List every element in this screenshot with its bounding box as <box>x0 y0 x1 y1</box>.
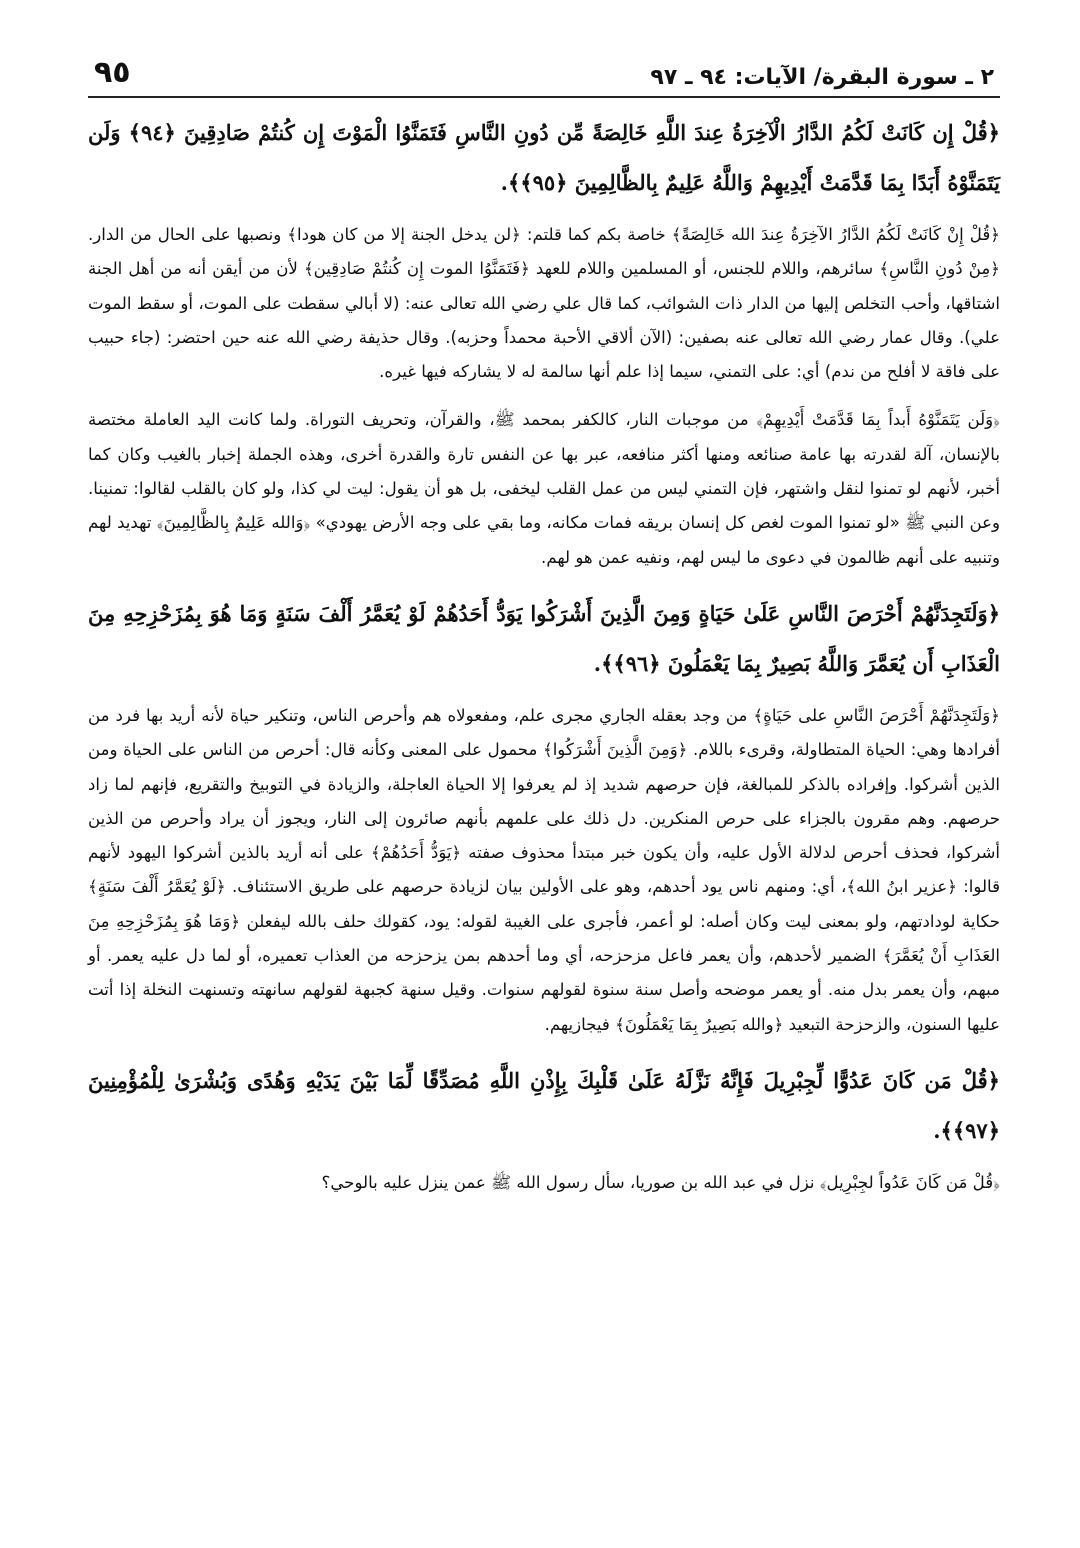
commentary-paragraph: ﴿قُلْ مَن كَانَ عَدُواً لجِبْرِيل﴾ نزل في عبد الله بن صوريا، سأل رسول الله ﷺ عمن ينزل عليه بالوحي؟ <box>321 1172 1000 1192</box>
quran-verse-96: ﴿وَلَتَجِدَنَّهُمْ أَحْرَصَ النَّاسِ عَلَىٰ حَيَاةٍ وَمِنَ الَّذِينَ أَشْرَكُوا يَوَدُّ أَحَدُهُمْ لَوْ يُعَمَّرُ أَلْفَ سَنَةٍ وَمَا هُوَ بِمُزَحْزِحِهِ مِنَ الْعَذَابِ أَن يُعَمَّرَ وَاللَّهُ بَصِيرٌ بِمَا يَعْمَلُونَ ﴿٩٦﴾﴾. <box>88 600 1000 676</box>
book-page <box>88 50 1000 1520</box>
quran-verse-94-95: ﴿قُلْ إِن كَانَتْ لَكُمُ الدَّارُ الْآخِرَةُ عِندَ اللَّهِ خَالِصَةً مِّن دُونِ النَّاسِ فَتَمَنَّوُا الْمَوْتَ إِن كُنتُمْ صَادِقِينَ ﴿٩٤﴾ وَلَن يَتَمَنَّوْهُ أَبَدًا بِمَا قَدَّمَتْ أَيْدِيهِمْ وَاللَّهُ عَلِيمٌ بِالظَّالِمِينَ ﴿٩٥﴾﴾. <box>88 120 1000 195</box>
commentary-paragraph: ﴿قُلْ إِنْ كَانَتْ لَكُمُ الدَّارُ الآخِرَةُ عِندَ الله خَالِصَةً﴾ خاصة بكم كما قلتم: ﴿لن يدخل الجنة إلا من كان هودا﴾ ونصبها على الحال من الدار. ﴿مِنْ دُونِ النَّاسِ﴾ سائرهم، واللام للجنس، أو المسلمين واللام للعهد ﴿فَتَمَنَّوُا الموت إِن كُنتُمْ صَادِقِين﴾ لأن من أيقن أنه من أهل الجنة اشتاقها، وأحب التخلص إليها من الدار ذات الشوائب، كما قال علي رضي الله تعالى عنه: (لا أبالي سقطت على الموت، أو سقط الموت علي). وقال عمار رضي الله تعالى عنه بصفين: (الآن ألاقي الأحبة محمداً وحزبه). وقال حذيفة رضي الله عنه حين احتضر: (جاء حبيب على فاقة لا أفلح من ندم) أي: على التمني، سيما إذا علم أنها سالمة له لا يشاركه فيها غيره. <box>88 225 1000 382</box>
page-number: ٩٥ <box>94 55 131 90</box>
quran-verse-97: ﴿قُلْ مَن كَانَ عَدُوًّا لِّجِبْرِيلَ فَإِنَّهُ نَزَّلَهُ عَلَىٰ قَلْبِكَ بِإِذْنِ اللَّهِ مُصَدِّقًا لِّمَا بَيْنَ يَدَيْهِ وَهُدًى وَبُشْرَىٰ لِلْمُؤْمِنِينَ ﴿٩٧﴾﴾. <box>88 1067 1000 1143</box>
running-title: ٢ ـ سورة البقرة/ الآيات: ٩٤ ـ ٩٧ <box>650 65 994 90</box>
commentary-paragraph: ﴿وَلَن يَتَمَنَّوْهُ أَبداً بِمَا قَدَّمَتْ أَيْدِيهِمْ﴾ من موجبات النار، كالكفر بمحمد ﷺ، والقرآن، وتحريف التوراة. ولما كانت اليد العاملة مختصة بالإنسان، آلة لقدرته بها عامة صنائعه ومنها أكثر منافعه، عبر بها عن النفس تارة والقدرة أخرى، وهذه الجملة إخبار بالغيب وكان كما أخبر، لأنهم لو تمنوا لنقل واشتهر، فإن التمني ليس من عمل القلب ليخفى، بل هو أن يقول: ليت لي كذا، ولو كان بالقلب لقالوا: تمنينا. وعن النبي ﷺ «لو تمنوا الموت لغص كل إنسان بريقه فمات مكانه، وما بقي على وجه الأرض يهودي» ﴿وَالله عَلِيمٌ بِالظَّالِمِينَ﴾ تهديد لهم وتنبيه على أنهم ظالمون في دعوى ما ليس لهم، ونفيه عمن هو لهم. <box>88 410 1000 567</box>
commentary-paragraph: ﴿وَلَتَجِدَنَّهُمْ أَحْرَصَ النَّاسِ على حَيَاةٍ﴾ من وجد بعقله الجاري مجرى علم، ومفعولاه هم وأحرص الناس، وتنكير حياة لأنه أريد بها فرد من أفرادها وهي: الحياة المتطاولة، وقرىء باللام. ﴿وَمِنَ الَّذِينَ أَشْرَكُوا﴾ محمول على المعنى وكأنه قال: أحرص من الناس على الحياة ومن الذين أشركوا. وإفراده بالذكر للمبالغة، فإن حرصهم شديد إذ لم يعرفوا إلا الحياة العاجلة، والزيادة في التوبيخ والتقريع، فإنهم لما زاد حرصهم. وهم مقرون بالجزاء على حرص المنكرين. دل ذلك على علمهم بأنهم صائرون إلى النار، ويجوز أن يراد وأحرص من الذين أشركوا، فحذف أحرص لدلالة الأول عليه، وأن يكون خبر مبتدأ محذوف صفته ﴿يَوَدُّ أَحَدُهُمْ﴾ على أنه أريد بالذين أشركوا اليهود لأنهم قالوا: ﴿عزير ابنُ الله﴾، أي: ومنهم ناس يود أحدهم، وهو على الأولين بيان لزيادة حرصهم على طريق الاستئناف. ﴿لَوْ يُعَمَّرُ أَلْفَ سَنَةٍ﴾ حكاية لودادتهم، ولو بمعنى ليت وكان أصله: لو أعمر، فأجرى على الغيبة لقوله: يود، كقولك حلف بالله ليفعلن ﴿وَمَا هُوَ بِمُزَحْزِحِهِ مِنَ العَذَابِ أَنْ يُعَمَّرَ﴾ الضمير لأحدهم، وأن يعمر فاعل مزحزحه، أي وما أحدهم بمن يزحزحه من العذاب تعميره، أو لما دل عليه يعمر. أو مبهم، وأن يعمر بدل منه. أو يعمر موضحه وأصل سنة سنوة لقولهم سنوات. وقيل سنهة كجبهة لقولهم سانهته وتسنهت النخلة إذا أتت عليها السنون، والزحزحة التبعيد ﴿والله بَصِيرٌ بِمَا يَعْمَلُونَ﴾ فيجازيهم. <box>88 705 1000 1034</box>
page-content <box>88 98 1000 1200</box>
running-header <box>88 50 1000 98</box>
